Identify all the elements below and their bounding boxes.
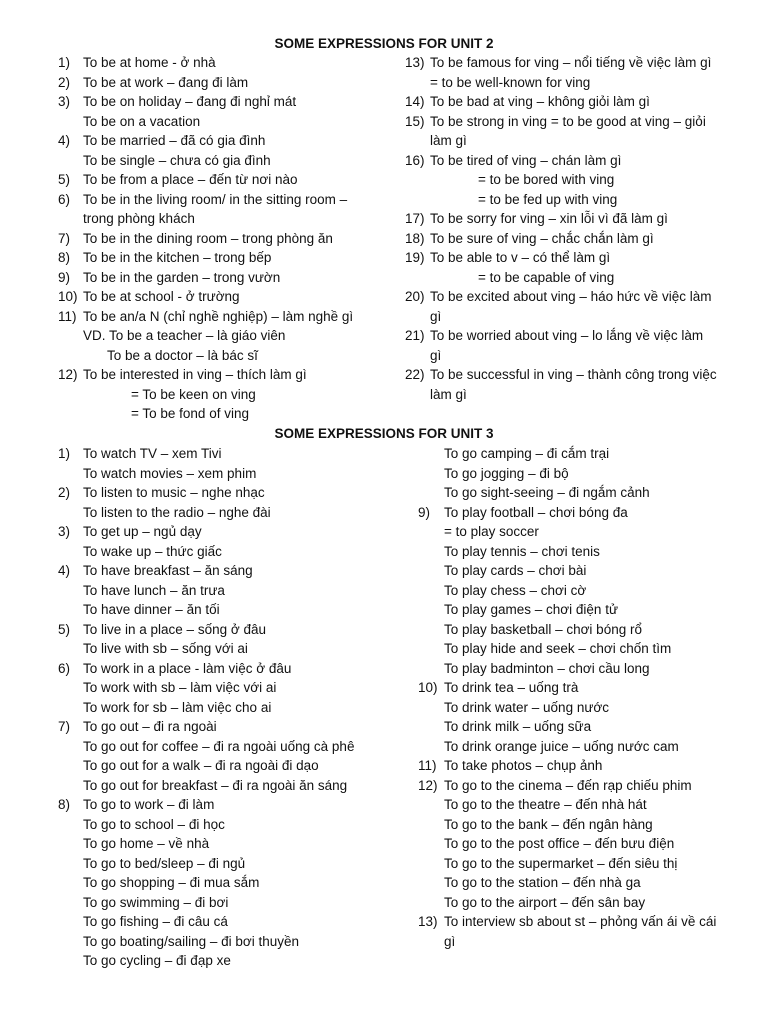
item-text: To go out – đi ra ngoài (83, 719, 217, 734)
list-item (58, 873, 403, 893)
list-item (58, 698, 403, 718)
item-text: To be sorry for ving – xin lỗi vì đã làm gì (430, 211, 668, 226)
list-item (58, 932, 403, 952)
item-text: To get up – ngủ dạy (83, 524, 202, 539)
item-number: 7) (58, 230, 71, 246)
list-item (405, 190, 750, 210)
list-item (58, 346, 393, 366)
item-number: 22) (405, 367, 425, 382)
item-text: To listen to the radio – nghe đài (83, 504, 271, 520)
item-text: To go to the bank – đến ngân hàng (444, 816, 653, 832)
item-text: gì (430, 308, 442, 324)
item-text: = to be well-known for ving (430, 74, 591, 90)
item-text: To be sure of ving – chắc chắn làm gì (430, 230, 654, 246)
item-text: To go to bed/sleep – đi ngủ (83, 855, 246, 871)
item-text: To go home – về nhà (83, 836, 210, 851)
list-item (405, 229, 750, 249)
item-text: To be in the dining room – trong phòng ăn (83, 230, 333, 246)
item-text: To be married – đã có gia đình (83, 133, 266, 148)
item-number: 9) (418, 504, 431, 520)
item-number: 20) (405, 289, 425, 304)
list-item (418, 932, 753, 952)
list-item (405, 92, 750, 112)
item-text: To go to the cinema – đến rạp chiếu phim (444, 777, 692, 793)
list-item (58, 209, 393, 229)
item-number: 4) (58, 563, 71, 578)
list-item (405, 287, 750, 307)
item-text: To be on holiday – đang đi nghỉ mát (83, 94, 297, 109)
item-text: To go swimming – đi bơi (83, 894, 229, 910)
item-number: 7) (58, 719, 71, 734)
item-text: To drink tea – uống trà (444, 680, 579, 695)
item-number: 1) (58, 55, 71, 70)
list-item (418, 737, 753, 757)
item-text: To be at school - ở trường (83, 289, 240, 304)
list-item (418, 581, 753, 601)
list-item (58, 53, 393, 73)
list-item (58, 307, 393, 327)
list-item (58, 639, 403, 659)
item-number: 2) (58, 74, 71, 90)
list-item (58, 951, 403, 971)
list-item (405, 151, 750, 171)
item-number: 4) (58, 133, 71, 148)
list-item (418, 912, 753, 932)
list-item (58, 620, 403, 640)
list-item (58, 229, 393, 249)
item-text: = To be fond of ving (131, 406, 249, 421)
list-item (418, 444, 753, 464)
list-item (405, 209, 750, 229)
item-text: To be able to v – có thể làm gì (430, 250, 611, 265)
list-item (58, 581, 403, 601)
unit2-right-column (405, 53, 750, 404)
item-number: 6) (58, 660, 71, 676)
list-item (58, 112, 393, 132)
unit2-left-column (58, 53, 393, 424)
item-number: 11) (58, 308, 77, 324)
unit2-title: SOME EXPRESSIONS FOR UNIT 2 (274, 36, 494, 51)
item-text: To have dinner – ăn tối (83, 602, 220, 617)
list-item (58, 131, 393, 151)
list-item (58, 854, 403, 874)
item-number: 10) (418, 680, 438, 695)
item-text: To take photos – chụp ảnh (444, 758, 603, 773)
list-item (418, 776, 753, 796)
list-item (418, 854, 753, 874)
item-text: = To be keen on ving (131, 386, 256, 402)
item-text: To go to the post office – đến bưu điện (444, 836, 675, 851)
item-text: trong phòng khách (83, 211, 195, 226)
list-item (405, 112, 750, 132)
item-text: gì (430, 347, 442, 363)
unit3-title: SOME EXPRESSIONS FOR UNIT 3 (274, 426, 494, 441)
item-text: To be strong in ving = to be good at ving – giỏi (430, 113, 706, 129)
item-text: To go boating/sailing – đi bơi thuyền (83, 933, 299, 949)
item-text: To have lunch – ăn trưa (83, 582, 225, 598)
list-item (418, 522, 753, 542)
item-text: = to be fed up with ving (478, 191, 618, 207)
item-text: To watch movies – xem phim (83, 465, 257, 481)
item-number: 2) (58, 485, 71, 500)
item-text: To be an/a N (chỉ nghề nghiệp) – làm nghề gì (83, 308, 354, 324)
list-item (58, 248, 393, 268)
item-text: làm gì (430, 386, 467, 402)
list-item (58, 834, 403, 854)
item-text: To be excited about ving – háo hức về việc làm (430, 289, 712, 304)
item-number: 3) (58, 524, 71, 539)
item-text: To play chess – chơi cờ (444, 582, 587, 598)
item-number: 14) (405, 94, 425, 109)
item-text: To play hide and seek – chơi chốn tìm (444, 641, 672, 656)
list-item (418, 717, 753, 737)
list-item (405, 307, 750, 327)
item-number: 1) (58, 446, 71, 461)
item-text: To be tired of ving – chán làm gì (430, 152, 622, 168)
list-item (58, 756, 403, 776)
item-text: làm gì (430, 133, 467, 148)
item-text: To drink orange juice – uống nước cam (444, 738, 679, 754)
list-item (418, 678, 753, 698)
item-text: To play badminton – chơi cầu long (444, 660, 650, 676)
list-item (418, 698, 753, 718)
item-text: To be successful in ving – thành công trong việc (430, 367, 717, 382)
item-text: To be worried about ving – lo lắng về việc làm (430, 328, 704, 343)
item-text: To be single – chưa có gia đình (83, 152, 271, 168)
list-item (58, 287, 393, 307)
item-text: To be at work – đang đi làm (83, 74, 249, 90)
item-text: To be in the kitchen – trong bếp (83, 250, 272, 265)
list-item (58, 404, 393, 424)
list-item (405, 248, 750, 268)
list-item (418, 873, 753, 893)
item-number: 12) (58, 367, 78, 382)
list-item (418, 464, 753, 484)
item-text: To go to work – đi làm (83, 797, 215, 812)
item-number: 3) (58, 94, 71, 109)
item-text: To work in a place - làm việc ở đâu (83, 660, 292, 676)
list-item (58, 795, 403, 815)
item-text: To be on a vacation (83, 113, 201, 129)
item-number: 6) (58, 191, 71, 207)
list-item (418, 483, 753, 503)
list-item (58, 503, 403, 523)
item-text: = to play soccer (444, 524, 539, 539)
item-text: To go to the supermarket – đến siêu thị (444, 855, 678, 871)
list-item (58, 73, 393, 93)
list-item (58, 776, 403, 796)
item-text: To go to the airport – đến sân bay (444, 894, 646, 910)
item-text: To drink water – uống nước (444, 699, 609, 715)
list-item (58, 717, 403, 737)
list-item (58, 912, 403, 932)
item-text: To go camping – đi cắm trại (444, 446, 610, 461)
item-number: 11) (418, 758, 437, 773)
item-number: 13) (418, 914, 438, 929)
item-text: To go out for coffee – đi ra ngoài uống cà phê (83, 738, 355, 754)
list-item (58, 542, 403, 562)
item-text: = to be capable of ving (478, 269, 615, 285)
item-number: 9) (58, 269, 71, 285)
item-text: VD. To be a teacher – là giáo viên (83, 328, 286, 343)
list-item (58, 190, 393, 210)
item-number: 16) (405, 152, 425, 168)
list-item (418, 756, 753, 776)
list-item (58, 561, 403, 581)
item-text: To listen to music – nghe nhạc (83, 485, 265, 500)
item-text: To drink milk – uống sữa (444, 719, 592, 734)
item-text: To live in a place – sống ở đâu (83, 621, 266, 637)
item-number: 8) (58, 797, 71, 812)
item-text: To go out for a walk – đi ra ngoài đi dạo (83, 758, 319, 773)
item-number: 8) (58, 250, 71, 265)
list-item (418, 815, 753, 835)
list-item (58, 659, 403, 679)
list-item (405, 131, 750, 151)
item-text: To go out for breakfast – đi ra ngoài ăn sáng (83, 777, 348, 793)
item-number: 18) (405, 230, 425, 246)
item-text: To be in the living room/ in the sitting room – (83, 191, 348, 207)
list-item (405, 268, 750, 288)
list-item (58, 365, 393, 385)
item-text: To go to the station – đến nhà ga (444, 875, 641, 890)
item-number: 13) (405, 55, 425, 70)
list-item (418, 639, 753, 659)
list-item (418, 600, 753, 620)
item-text: To go sight-seeing – đi ngắm cảnh (444, 485, 650, 500)
list-item (405, 73, 750, 93)
item-text: To play tennis – chơi tenis (444, 543, 600, 559)
list-item (58, 385, 393, 405)
list-item (58, 170, 393, 190)
list-item (405, 385, 750, 405)
item-number: 19) (405, 250, 425, 265)
list-item (418, 561, 753, 581)
list-item (405, 53, 750, 73)
unit3-right-column (418, 444, 753, 951)
item-text: To watch TV – xem Tivi (83, 446, 222, 461)
item-text: To play games – chơi điện tử (444, 602, 618, 617)
item-number: 5) (58, 172, 71, 187)
list-item (418, 893, 753, 913)
item-number: 21) (405, 328, 425, 343)
item-text: To work with sb – làm việc với ai (83, 680, 277, 695)
list-item (58, 522, 403, 542)
item-text: To interview sb about st – phỏng vấn ái về cái (444, 914, 717, 929)
item-text: To be in the garden – trong vườn (83, 269, 281, 285)
item-text: To be interested in ving – thích làm gì (83, 367, 307, 382)
unit3-left-column (58, 444, 403, 971)
item-text: To be at home - ở nhà (83, 55, 216, 70)
item-text: gì (444, 933, 456, 949)
item-text: To wake up – thức giấc (83, 543, 222, 559)
item-text: To live with sb – sống với ai (83, 641, 248, 656)
list-item (58, 600, 403, 620)
item-text: To play basketball – chơi bóng rổ (444, 621, 642, 637)
item-number: 12) (418, 777, 438, 793)
list-item (58, 151, 393, 171)
item-text: To go jogging – đi bộ (444, 465, 569, 481)
list-item (418, 834, 753, 854)
item-text: To work for sb – làm việc cho ai (83, 699, 272, 715)
list-item (405, 365, 750, 385)
item-text: To go fishing – đi câu cá (83, 914, 228, 929)
item-number: 17) (405, 211, 425, 226)
list-item (418, 503, 753, 523)
item-text: To play football – chơi bóng đa (444, 504, 628, 520)
list-item (58, 92, 393, 112)
list-item (405, 346, 750, 366)
list-item (58, 678, 403, 698)
list-item (58, 326, 393, 346)
list-item (58, 893, 403, 913)
item-number: 5) (58, 621, 71, 637)
item-number: 15) (405, 113, 425, 129)
item-text: To go to the theatre – đến nhà hát (444, 797, 647, 812)
item-text: To play cards – chơi bài (444, 563, 587, 578)
item-text: To be bad at ving – không giỏi làm gì (430, 94, 650, 109)
list-item (418, 620, 753, 640)
list-item (418, 795, 753, 815)
list-item (58, 444, 403, 464)
list-item (405, 170, 750, 190)
item-text: To have breakfast – ăn sáng (83, 563, 253, 578)
item-text: To go cycling – đi đạp xe (83, 953, 231, 968)
item-text: To be famous for ving – nổi tiếng về việc làm gì (430, 55, 712, 70)
item-text: To be from a place – đến từ nơi nào (83, 172, 298, 187)
list-item (58, 483, 403, 503)
item-number: 10) (58, 289, 78, 304)
list-item (58, 268, 393, 288)
item-text: To go to school – đi học (83, 816, 225, 832)
list-item (58, 815, 403, 835)
list-item (418, 659, 753, 679)
list-item (58, 464, 403, 484)
item-text: To go shopping – đi mua sắm (83, 875, 260, 890)
list-item (58, 737, 403, 757)
list-item (405, 326, 750, 346)
item-text: To be a doctor – là bác sĩ (107, 347, 258, 363)
item-text: = to be bored with ving (478, 172, 615, 187)
list-item (418, 542, 753, 562)
